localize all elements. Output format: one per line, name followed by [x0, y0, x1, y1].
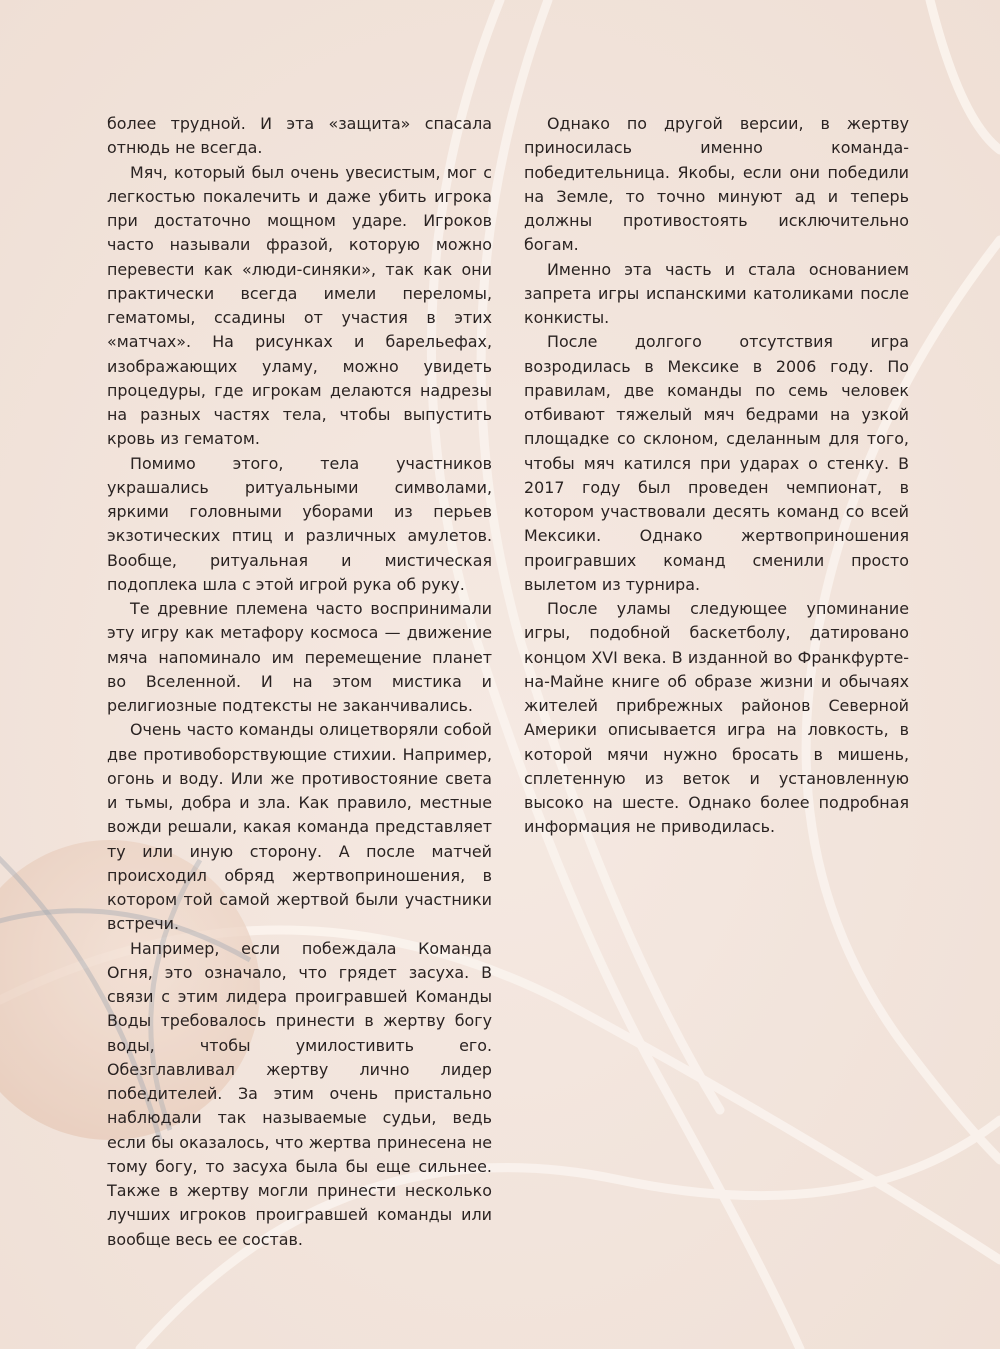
right-column	[524, 112, 909, 840]
paragraph: Однако по другой версии, в жертву приносилась именно команда-победительница. Якобы, если они победили на Земле, то точно минуют ад и теперь должны противостоять исключительно богам.	[524, 114, 909, 255]
paragraph: Именно эта часть и стала основанием запрета игры испанскими католиками после конкисты.	[524, 259, 909, 327]
paragraph: Очень часто команды олицетворяли собой две противоборствующие стихии. Например, огонь и воду. Или же противостояние света и тьмы, добра и зла. Как правило, местные вожди решали, какая команда представляет ту или иную сторону. А после матчей происходил обряд жертвоприношения, в котором той самой жертвой были участники встречи.	[107, 720, 492, 934]
paragraph: После уламы следующее упоминание игры, подобной баскетболу, датировано концом XVI века. В изданной во Франкфурте-на-Майне книге об образе жизни и обычаях жителей прибрежных районов Северной Америки описывается игра на ловкость, в которой мячи нужно бросать в мишень, сплетенную из веток и установленную высоко на шесте. Однако более подробная информация не приводилась.	[524, 599, 909, 837]
left-column	[107, 112, 492, 1252]
paragraph: Помимо этого, тела участников украшались ритуальными символами, яркими головными уборами из перьев экзотических птиц и различных амулетов. Вообще, ритуальная и мистическая подоплека шла с этой игрой рука об руку.	[107, 453, 492, 594]
paragraph: более трудной. И эта «защита» спасала отнюдь не всегда.	[107, 114, 492, 158]
paragraph: Мяч, который был очень увесистым, мог с легкостью покалечить и даже убить игрока при достаточно мощном ударе. Игроков часто называли фразой, которую можно перевести как «люди-синяки», так как они практически всегда имели переломы, гематомы, ссадины от участия в этих «матчах». На рисунках и барельефах, изображающих уламу, можно увидеть процедуры, где игрокам делаются надрезы на разных частях тела, чтобы выпустить кровь из гематом.	[107, 162, 492, 449]
paragraph: Те древние племена часто воспринимали эту игру как метафору космоса — движение мяча напоминало им перемещение планет во Вселенной. И на этом мистика и религиозные подтексты не заканчивались.	[107, 599, 492, 715]
paragraph: После долгого отсутствия игра возродилась в Мексике в 2006 году. По правилам, две команды по семь человек отбивают тяжелый мяч бедрами на узкой площадке со склоном, сделанным для того, чтобы мяч катился при ударах о стенку. В 2017 году был проведен чемпионат, в котором участвовали десять команд со всей Мексики. Однако жертвоприношения проигравших команд сменили просто вылетом из турнира.	[524, 332, 909, 594]
paragraph: Например, если побеждала Команда Огня, это означало, что грядет засуха. В связи с этим лидера проигравшей Команды Воды требовалось принести в жертву богу воды, чтобы умилостивить его. Обезглавливал жертву лично лидер победителей. За этим очень пристально наблюдали так называемые судьи, ведь если бы оказалось, что жертва принесена не тому богу, то засуха была бы еще сильнее. Также в жертву могли принести несколько лучших игроков проигравшей команды или вообще весь ее состав.	[107, 938, 492, 1249]
